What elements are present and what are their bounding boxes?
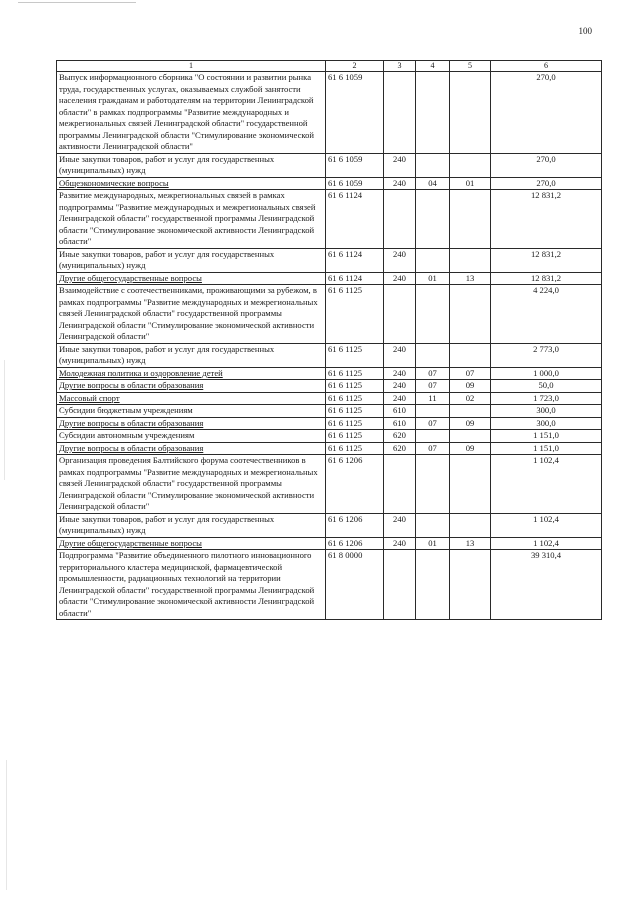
cell-amount: 50,0 [491, 380, 602, 393]
cell-name: Массовый спорт [57, 392, 326, 405]
cell-section [416, 513, 450, 537]
cell-section: 07 [416, 367, 450, 380]
column-header: 6 [491, 61, 602, 72]
table-row [57, 550, 602, 620]
cell-expense-type: 240 [384, 153, 416, 177]
cell-target-code: 61 6 1125 [326, 343, 384, 367]
cell-subsection: 07 [450, 367, 491, 380]
page-number: 100 [578, 26, 592, 36]
cell-subsection [450, 343, 491, 367]
cell-amount: 1 151,0 [491, 430, 602, 443]
cell-amount: 270,0 [491, 72, 602, 154]
cell-target-code: 61 6 1125 [326, 442, 384, 455]
cell-target-code: 61 6 1125 [326, 285, 384, 344]
cell-amount: 12 831,2 [491, 248, 602, 272]
cell-expense-type: 240 [384, 380, 416, 393]
cell-expense-type: 240 [384, 367, 416, 380]
cell-amount: 12 831,2 [491, 190, 602, 249]
cell-amount: 300,0 [491, 417, 602, 430]
cell-name: Другие вопросы в области образования [57, 417, 326, 430]
table-row [57, 285, 602, 344]
cell-section: 07 [416, 417, 450, 430]
cell-expense-type: 240 [384, 392, 416, 405]
cell-target-code: 61 6 1124 [326, 190, 384, 249]
cell-target-code: 61 6 1059 [326, 72, 384, 154]
cell-amount: 1 102,4 [491, 513, 602, 537]
cell-target-code: 61 6 1206 [326, 455, 384, 514]
cell-section [416, 248, 450, 272]
cell-name: Выпуск информационного сборника "О состоянии и развитии рынка труда, государственных услугах, оказываемых службой занятости населения гражданам и работодателям на территории Ленинградской области" в рамках подпрограммы "Развитие международных и межрегиональных связей Ленинградской области" государственной программы Ленинградской области "Стимулирование экономической активности Ленинградской области" [57, 72, 326, 154]
table-row [57, 405, 602, 418]
cell-section [416, 405, 450, 418]
cell-expense-type: 240 [384, 537, 416, 550]
cell-target-code: 61 6 1124 [326, 272, 384, 285]
scan-edge-mark [4, 360, 5, 480]
table-row [57, 430, 602, 443]
table-row [57, 380, 602, 393]
cell-target-code: 61 8 0000 [326, 550, 384, 620]
cell-subsection: 01 [450, 177, 491, 190]
cell-target-code: 61 6 1125 [326, 380, 384, 393]
cell-name: Взаимодействие с соотечественниками, проживающими за рубежом, в рамках подпрограммы "Развитие международных и межрегиональных связей Ленинградской области" государственной программы Ленинградской области "Стимулирование экономической активности Ленинградской области" [57, 285, 326, 344]
cell-amount: 300,0 [491, 405, 602, 418]
cell-name: Иные закупки товаров, работ и услуг для государственных (муниципальных) нужд [57, 248, 326, 272]
table-row [57, 343, 602, 367]
cell-section [416, 455, 450, 514]
cell-section: 11 [416, 392, 450, 405]
cell-amount: 2 773,0 [491, 343, 602, 367]
cell-name: Иные закупки товаров, работ и услуг для государственных (муниципальных) нужд [57, 513, 326, 537]
cell-expense-type: 240 [384, 343, 416, 367]
cell-target-code: 61 6 1124 [326, 248, 384, 272]
cell-name: Молодежная политика и оздоровление детей [57, 367, 326, 380]
cell-section [416, 285, 450, 344]
cell-amount: 1 151,0 [491, 442, 602, 455]
cell-name: Иные закупки товаров, работ и услуг для государственных (муниципальных) нужд [57, 343, 326, 367]
cell-section [416, 190, 450, 249]
cell-expense-type: 620 [384, 442, 416, 455]
cell-name: Другие общегосударственные вопросы [57, 272, 326, 285]
cell-expense-type: 610 [384, 417, 416, 430]
cell-target-code: 61 6 1125 [326, 430, 384, 443]
budget-table [56, 60, 602, 620]
cell-subsection [450, 153, 491, 177]
table-row [57, 367, 602, 380]
cell-expense-type [384, 285, 416, 344]
cell-section: 01 [416, 537, 450, 550]
cell-subsection [450, 285, 491, 344]
cell-section: 01 [416, 272, 450, 285]
cell-name: Другие общегосударственные вопросы [57, 537, 326, 550]
cell-amount: 1 102,4 [491, 455, 602, 514]
cell-expense-type: 240 [384, 513, 416, 537]
cell-section [416, 72, 450, 154]
cell-section [416, 343, 450, 367]
cell-target-code: 61 6 1206 [326, 537, 384, 550]
cell-target-code: 61 6 1125 [326, 392, 384, 405]
cell-amount: 270,0 [491, 177, 602, 190]
cell-name: Субсидии автономным учреждениям [57, 430, 326, 443]
cell-name: Иные закупки товаров, работ и услуг для государственных (муниципальных) нужд [57, 153, 326, 177]
table-row [57, 392, 602, 405]
cell-name: Общеэкономические вопросы [57, 177, 326, 190]
cell-target-code: 61 6 1125 [326, 417, 384, 430]
table-row [57, 72, 602, 154]
table-row [57, 248, 602, 272]
column-header: 1 [57, 61, 326, 72]
cell-section: 04 [416, 177, 450, 190]
cell-subsection: 09 [450, 417, 491, 430]
table-row [57, 537, 602, 550]
cell-section [416, 153, 450, 177]
cell-expense-type: 240 [384, 272, 416, 285]
cell-amount: 39 310,4 [491, 550, 602, 620]
cell-expense-type [384, 455, 416, 514]
column-header: 5 [450, 61, 491, 72]
cell-expense-type [384, 550, 416, 620]
cell-subsection: 09 [450, 442, 491, 455]
cell-name: Субсидии бюджетным учреждениям [57, 405, 326, 418]
cell-amount: 1 723,0 [491, 392, 602, 405]
cell-subsection [450, 72, 491, 154]
table-row [57, 190, 602, 249]
cell-subsection: 02 [450, 392, 491, 405]
cell-expense-type: 240 [384, 177, 416, 190]
cell-name: Организация проведения Балтийского форума соотечественников в рамках подпрограммы "Развитие международных и межрегиональных связей Ленинградской области" государственной программы Ленинградской области "Стимулирование экономической активности Ленинградской области" [57, 455, 326, 514]
cell-amount: 1 102,4 [491, 537, 602, 550]
cell-subsection [450, 248, 491, 272]
cell-expense-type [384, 190, 416, 249]
table-row [57, 455, 602, 514]
cell-target-code: 61 6 1059 [326, 177, 384, 190]
table-row [57, 177, 602, 190]
table-row [57, 417, 602, 430]
table-row [57, 153, 602, 177]
cell-name: Другие вопросы в области образования [57, 442, 326, 455]
cell-name: Развитие международных, межрегиональных связей в рамках подпрограммы "Развитие международных и межрегиональных связей Ленинградской области" государственной программы Ленинградской области "Стимулирование экономической активности Ленинградской области" [57, 190, 326, 249]
cell-subsection [450, 190, 491, 249]
cell-target-code: 61 6 1125 [326, 367, 384, 380]
cell-section [416, 430, 450, 443]
cell-subsection: 09 [450, 380, 491, 393]
cell-expense-type [384, 72, 416, 154]
table-row [57, 442, 602, 455]
cell-subsection [450, 513, 491, 537]
table-row [57, 272, 602, 285]
table-header-row [57, 61, 602, 72]
cell-target-code: 61 6 1059 [326, 153, 384, 177]
cell-amount: 4 224,0 [491, 285, 602, 344]
cell-amount: 270,0 [491, 153, 602, 177]
cell-amount: 12 831,2 [491, 272, 602, 285]
column-header: 4 [416, 61, 450, 72]
column-header: 3 [384, 61, 416, 72]
cell-expense-type: 610 [384, 405, 416, 418]
table-row [57, 513, 602, 537]
column-header: 2 [326, 61, 384, 72]
scan-edge-mark [6, 760, 7, 890]
cell-subsection [450, 455, 491, 514]
cell-expense-type: 240 [384, 248, 416, 272]
cell-section [416, 550, 450, 620]
cell-name: Другие вопросы в области образования [57, 380, 326, 393]
cell-subsection [450, 405, 491, 418]
cell-expense-type: 620 [384, 430, 416, 443]
cell-name: Подпрограмма "Развитие объединенного пилотного инновационного территориального кластера медицинской, фармацевтической промышленности, радиационных технологий на территории Ленинградской области" государственной программы Ленинградской области "Стимулирование экономической активности Ленинградской области" [57, 550, 326, 620]
cell-section: 07 [416, 380, 450, 393]
cell-subsection: 13 [450, 272, 491, 285]
cell-subsection [450, 550, 491, 620]
cell-subsection [450, 430, 491, 443]
cell-target-code: 61 6 1206 [326, 513, 384, 537]
scan-edge-mark [18, 2, 136, 3]
cell-section: 07 [416, 442, 450, 455]
cell-subsection: 13 [450, 537, 491, 550]
cell-amount: 1 000,0 [491, 367, 602, 380]
cell-target-code: 61 6 1125 [326, 405, 384, 418]
